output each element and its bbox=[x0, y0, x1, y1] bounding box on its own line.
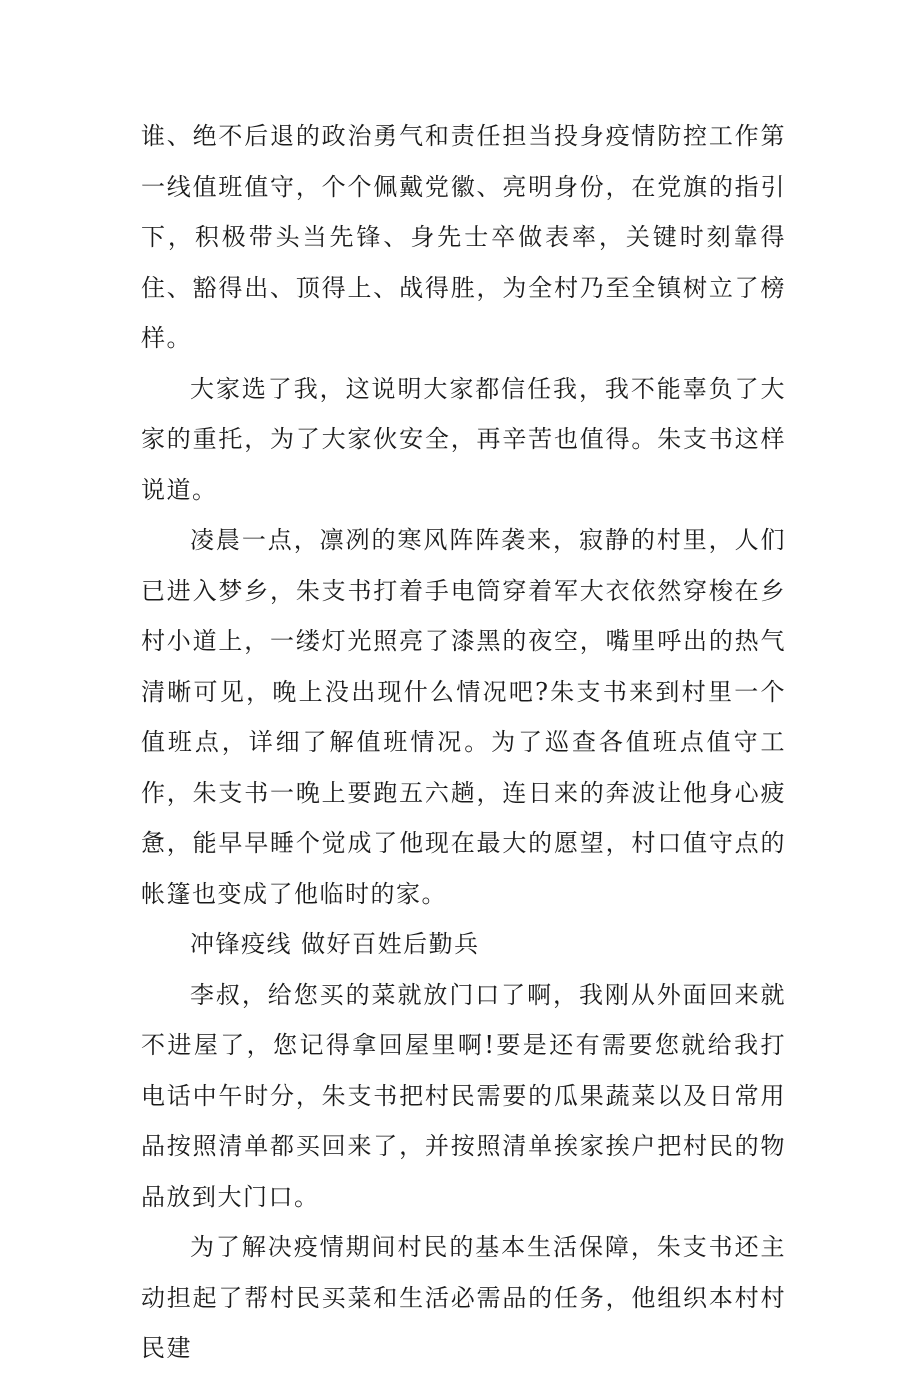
paragraph-2: 大家选了我，这说明大家都信任我，我不能辜负了大家的重托，为了大家伙安全，再辛苦也值得。朱支书这样说道。 bbox=[141, 374, 786, 504]
section-heading: 冲锋疫线 做好百姓后勤兵 bbox=[190, 930, 480, 958]
document-body bbox=[141, 111, 786, 1374]
paragraph-1: 谁、绝不后退的政治勇气和责任担当投身疫情防控工作第一线值班值守，个个佩戴党徽、亮明身份，在党旗的指引下，积极带头当先锋、身先士卒做表率，关键时刻靠得住、豁得出、顶得上、战得胜，为全村乃至全镇树立了榜样。 bbox=[141, 122, 786, 352]
paragraph-5: 为了解决疫情期间村民的基本生活保障，朱支书还主动担起了帮村民买菜和生活必需品的任务，他组织本村村民建 bbox=[141, 1233, 786, 1362]
paragraph-3: 凌晨一点，凛冽的寒风阵阵袭来，寂静的村里，人们已进入梦乡，朱支书打着手电筒穿着军大衣依然穿梭在乡村小道上，一缕灯光照亮了漆黑的夜空，嘴里呼出的热气清晰可见，晚上没出现什么情况吧?朱支书来到村里一个值班点，详细了解值班情况。为了巡查各值班点值守工作，朱支书一晚上要跑五六趟，连日来的奔波让他身心疲惫，能早早睡个觉成了他现在最大的愿望，村口值守点的帐篷也变成了他临时的家。 bbox=[141, 526, 786, 908]
paragraph-4: 李叔，给您买的菜就放门口了啊，我刚从外面回来就不进屋了，您记得拿回屋里啊!要是还有需要您就给我打电话中午时分，朱支书把村民需要的瓜果蔬菜以及日常用品按照清单都买回来了，并按照清单挨家挨户把村民的物品放到大门口。 bbox=[141, 980, 786, 1211]
